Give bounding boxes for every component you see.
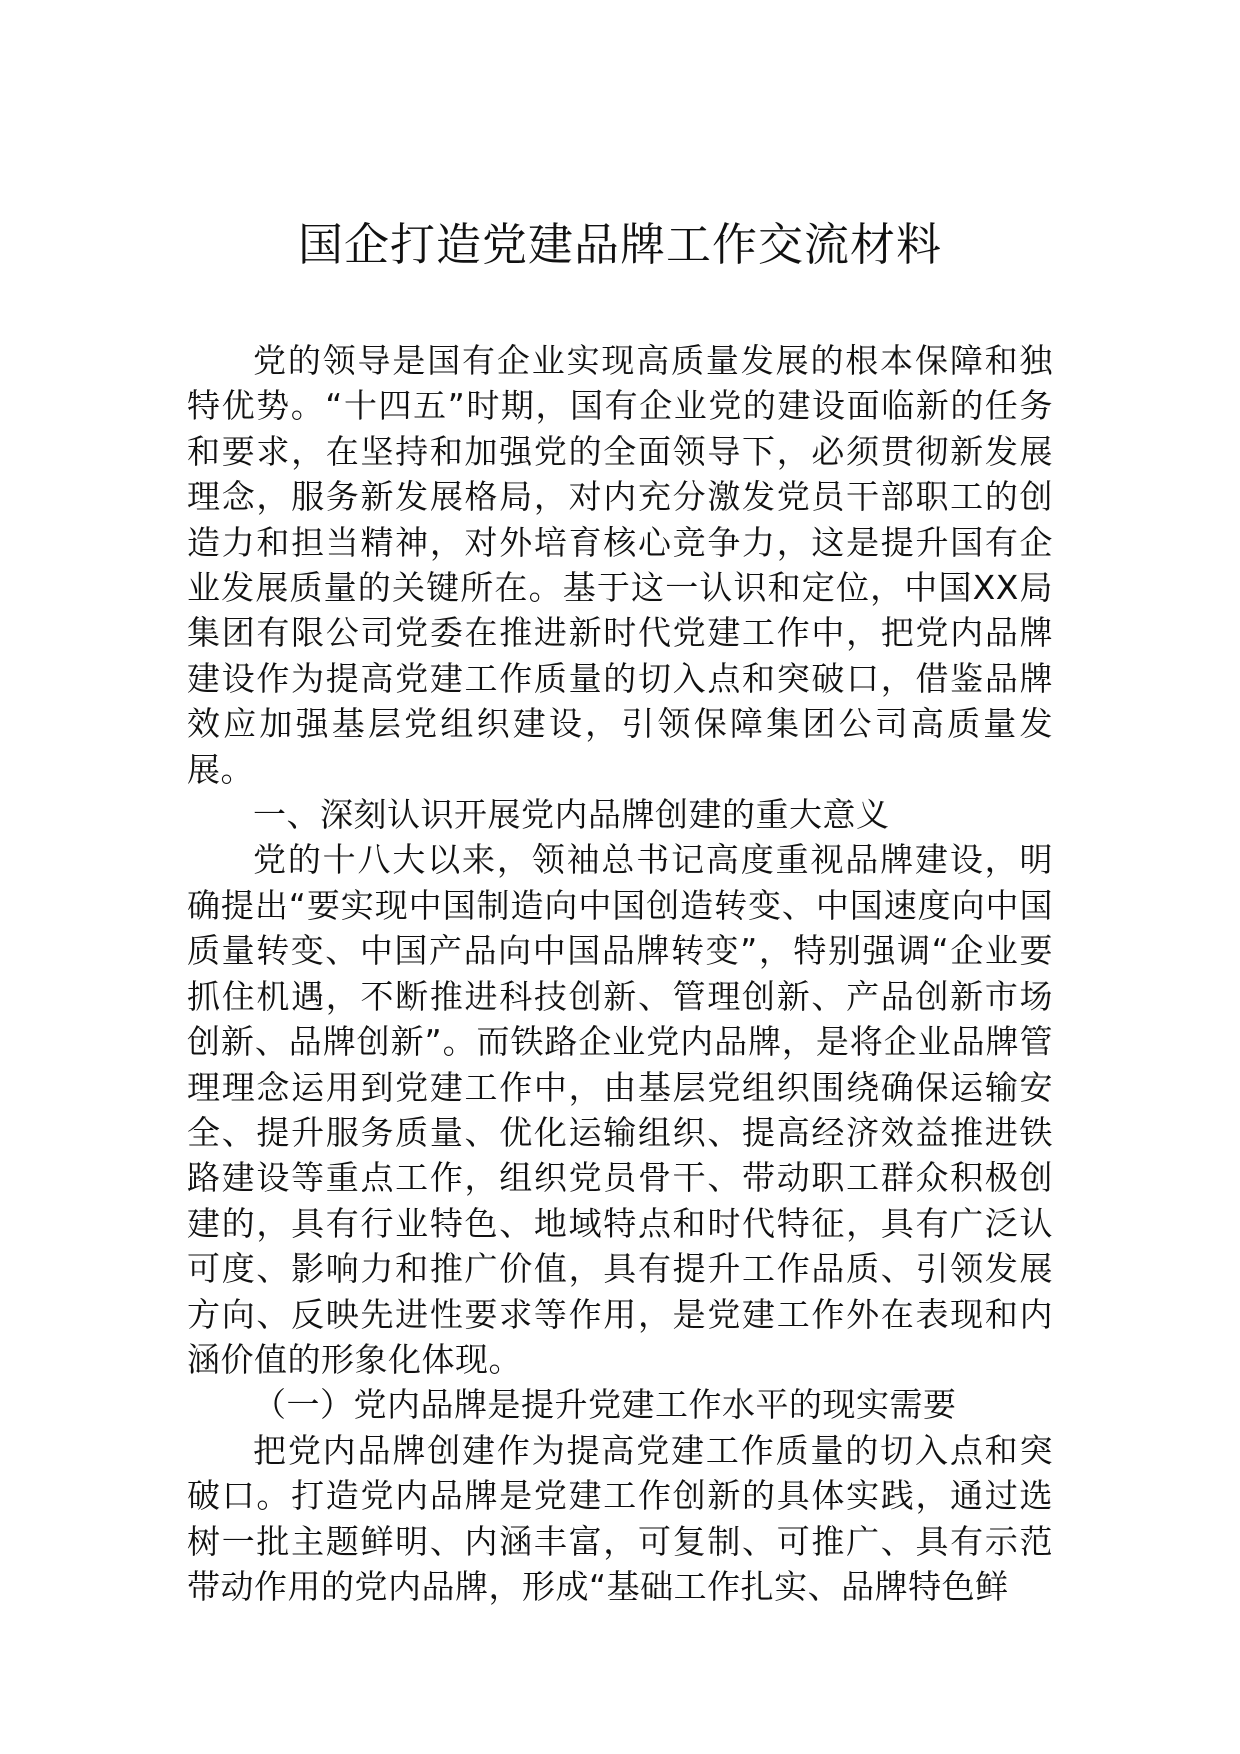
section-heading-1: 一、深刻认识开展党内品牌创建的重大意义 [253, 795, 890, 835]
document-title: 国企打造党建品牌工作交流材料 [297, 218, 942, 271]
paragraph-intro: 党的领导是国有企业实现高质量发展的根本保障和独特优势。“十四五”时期，国有企业党的建设面临新的任务和要求，在坚持和加强党的全面领导下，必须贯彻新发展理念，服务新发展格局，对内充分激发党员干部职工的创造力和担当精神，对外培育核心竞争力，这是提升国有企业发展质量的关键所在。基于这一认识和定位，中国XX局集团有限公司党委在推进新时代党建工作中，把党内品牌建设作为提高党建工作质量的切入点和突破口，借鉴品牌效应加强基层党组织建设，引领保障集团公司高质量发展。 [187, 341, 1053, 789]
paragraph-significance: 党的十八大以来，领袖总书记高度重视品牌建设，明确提出“要实现中国制造向中国创造转变、中国速度向中国质量转变、中国产品向中国品牌转变”，特别强调“企业要抓住机遇，不断推进科技创新、管理创新、产品创新市场创新、品牌创新”。而铁路企业党内品牌，是将企业品牌管理理念运用到党建工作中，由基层党组织围绕确保运输安全、提升服务质量、优化运输组织、提高经济效益推进铁路建设等重点工作，组织党员骨干、带动职工群众积极创建的，具有行业特色、地域特点和时代特征，具有广泛认可度、影响力和推广价值，具有提升工作品质、引领发展方向、反映先进性要求等作用，是党建工作外在表现和内涵价值的形象化体现。 [187, 840, 1053, 1379]
paragraph-brand-creation: 把党内品牌创建作为提高党建工作质量的切入点和突破口。打造党内品牌是党建工作创新的具体实践，通过选树一批主题鲜明、内涵丰富，可复制、可推广、具有示范带动作用的党内品牌，形成“基础工作扎实、品牌特色鲜 [187, 1430, 1053, 1606]
document-body [187, 338, 1053, 1609]
subsection-heading-1: （一）党内品牌是提升党建工作水平的现实需要 [253, 1385, 957, 1425]
